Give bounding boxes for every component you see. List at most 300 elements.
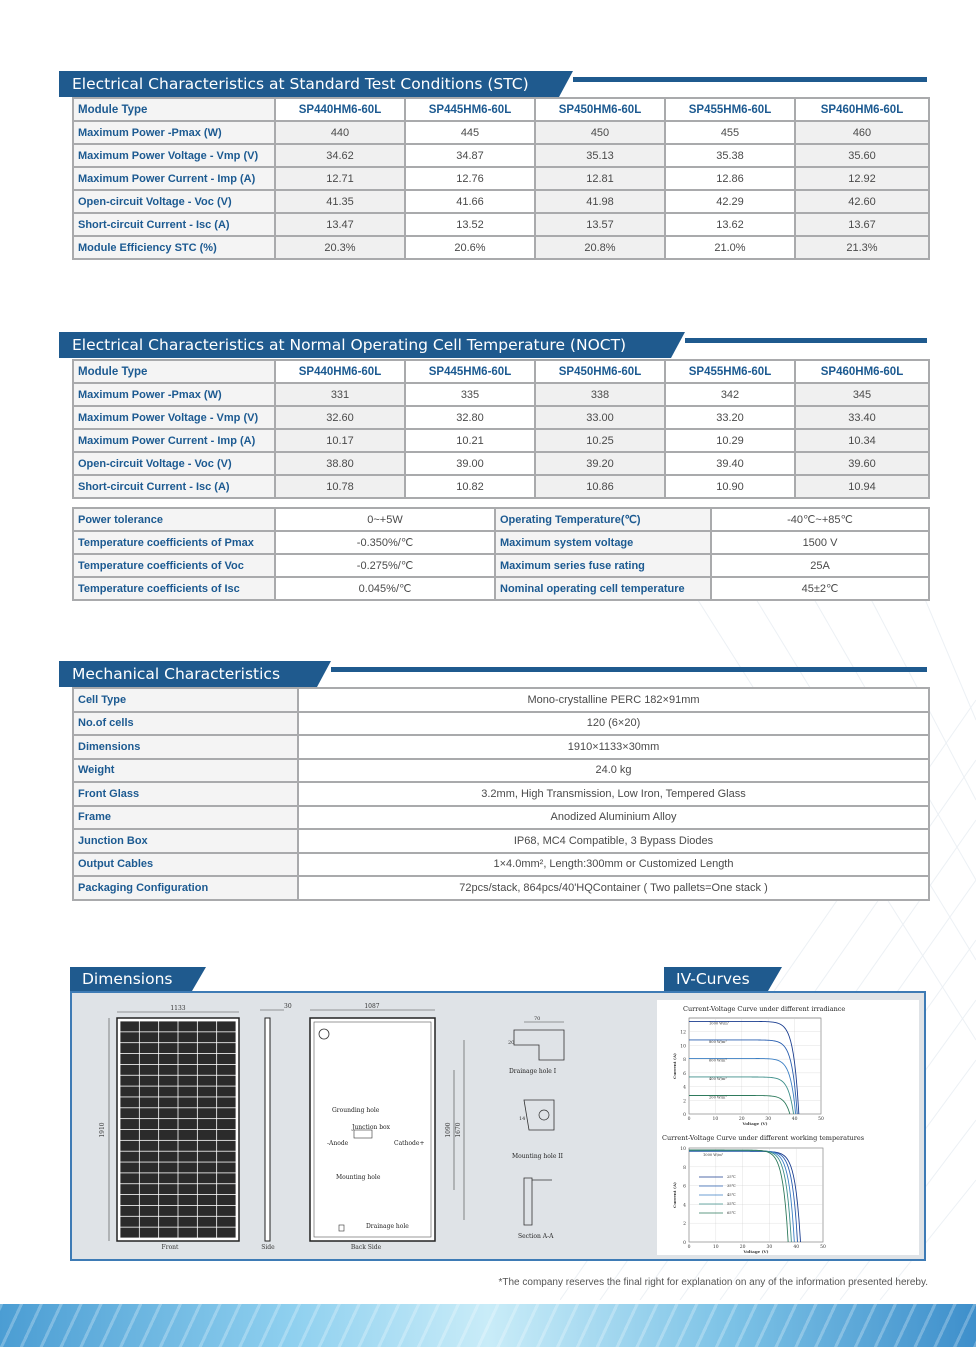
solar-cell xyxy=(217,1032,236,1042)
solar-cell xyxy=(217,1206,236,1216)
x-tick-label: 20 xyxy=(738,1117,745,1122)
solar-cell xyxy=(120,1228,139,1238)
row-label: Dimensions xyxy=(73,735,298,759)
solar-cell xyxy=(217,1076,236,1086)
legend-label: 45℃ xyxy=(727,1193,736,1197)
cell-value: Anodized Aluminium Alloy xyxy=(298,806,929,830)
solar-cell xyxy=(159,1173,178,1183)
header-rule xyxy=(685,338,927,343)
solar-cell xyxy=(198,1097,217,1107)
header-cell: SP460HM6-60L xyxy=(795,98,929,121)
solar-cell xyxy=(198,1087,217,1097)
noct-title: Electrical Characteristics at Normal Operating Cell Temperature (NOCT) xyxy=(59,332,671,358)
stc-title: Electrical Characteristics at Standard Test Conditions (STC) xyxy=(59,71,559,97)
row-label: Maximum Power Current - Imp (A) xyxy=(73,429,275,452)
solar-cell xyxy=(159,1228,178,1238)
table-row xyxy=(73,167,929,190)
solar-cell xyxy=(120,1087,139,1097)
cell-value: 13.47 xyxy=(275,213,405,236)
y-axis-label: Current (A) xyxy=(672,1053,677,1079)
side-label: Side xyxy=(261,1244,275,1251)
row-label: Operating Temperature(℃) xyxy=(495,508,711,531)
footnote: *The company reserves the final right for explanation on any of the information presented hereby. xyxy=(498,1277,928,1288)
cell-value: 35.13 xyxy=(535,144,665,167)
solar-cell xyxy=(178,1206,197,1216)
solar-cell xyxy=(159,1108,178,1118)
cell-value: 10.29 xyxy=(665,429,795,452)
row-label: Frame xyxy=(73,806,298,830)
cell-value: 12.92 xyxy=(795,167,929,190)
x-tick-label: 0 xyxy=(687,1117,691,1122)
solar-cell xyxy=(178,1097,197,1107)
table-row xyxy=(73,735,929,759)
table-row xyxy=(73,121,929,144)
cell-value: 1910×1133×30mm xyxy=(298,735,929,759)
table-header-row xyxy=(73,98,929,121)
header-cell: SP455HM6-60L xyxy=(665,360,795,383)
cell-value: 13.57 xyxy=(535,213,665,236)
solar-cell xyxy=(178,1021,197,1031)
header-cell: Module Type xyxy=(73,98,275,121)
cell-value: 34.62 xyxy=(275,144,405,167)
solar-cell xyxy=(198,1152,217,1162)
cell-value: 10.90 xyxy=(665,475,795,498)
back-view-drawing xyxy=(310,1003,464,1251)
solar-cell xyxy=(217,1043,236,1053)
solar-cell xyxy=(178,1130,197,1140)
table-row xyxy=(73,806,929,830)
solar-cell xyxy=(217,1152,236,1162)
solar-cell xyxy=(120,1032,139,1042)
cell-value: 35.60 xyxy=(795,144,929,167)
row-label: Maximum Power Voltage - Vmp (V) xyxy=(73,406,275,429)
detail1-dim-b: 20 xyxy=(508,1040,515,1046)
solar-cell xyxy=(217,1130,236,1140)
noct-section-header xyxy=(59,332,927,358)
back-width-label: 1087 xyxy=(364,1003,380,1010)
table-row xyxy=(73,383,929,406)
mech-section-header xyxy=(59,661,927,687)
table-row xyxy=(73,759,929,783)
row-label: Junction Box xyxy=(73,829,298,853)
cell-value: 10.34 xyxy=(795,429,929,452)
table-row xyxy=(73,213,929,236)
cell-value: 440 xyxy=(275,121,405,144)
solar-cell xyxy=(140,1097,159,1107)
h1-label: 1090 xyxy=(445,1122,452,1138)
row-label: Front Glass xyxy=(73,782,298,806)
cell-value: 460 xyxy=(795,121,929,144)
cell-value: 13.62 xyxy=(665,213,795,236)
x-axis-label: Voltage (V) xyxy=(742,1121,768,1126)
table-row xyxy=(73,782,929,806)
solar-cell xyxy=(178,1141,197,1151)
cell-value: 13.67 xyxy=(795,213,929,236)
solar-cell xyxy=(217,1087,236,1097)
solar-cell xyxy=(120,1065,139,1075)
table-row xyxy=(73,190,929,213)
row-label: Output Cables xyxy=(73,853,298,877)
table-row xyxy=(73,688,929,712)
solar-cell xyxy=(120,1141,139,1151)
solar-cell xyxy=(159,1021,178,1031)
solar-cell xyxy=(140,1032,159,1042)
solar-cell xyxy=(120,1173,139,1183)
plot-area xyxy=(689,1018,821,1114)
solar-cell xyxy=(198,1162,217,1172)
header-cell: SP460HM6-60L xyxy=(795,360,929,383)
x-tick-label: 50 xyxy=(818,1117,824,1122)
cell-value: 10.86 xyxy=(535,475,665,498)
y-tick-label: 0 xyxy=(683,1241,686,1246)
cell-value: 3.2mm, High Transmission, Low Iron, Tempered Glass xyxy=(298,782,929,806)
cell-value: 25A xyxy=(711,554,929,577)
solar-cell xyxy=(159,1141,178,1151)
solar-cell xyxy=(198,1076,217,1086)
header-cell: Module Type xyxy=(73,360,275,383)
solar-cell xyxy=(178,1065,197,1075)
cell-value: -0.350%/℃ xyxy=(275,531,495,554)
solar-cell xyxy=(217,1228,236,1238)
solar-cell xyxy=(159,1097,178,1107)
table-row xyxy=(73,452,929,475)
legend-label: 55℃ xyxy=(727,1202,736,1206)
solar-cell xyxy=(159,1162,178,1172)
solar-cell xyxy=(120,1206,139,1216)
cell-value: 33.20 xyxy=(665,406,795,429)
y-tick-label: 8 xyxy=(683,1165,686,1171)
cell-value: 12.81 xyxy=(535,167,665,190)
solar-cell xyxy=(140,1130,159,1140)
cell-value: 20.8% xyxy=(535,236,665,259)
cell-value: 10.78 xyxy=(275,475,405,498)
x-tick-label: 40 xyxy=(793,1245,800,1250)
solar-cell xyxy=(198,1141,217,1151)
header-cell: SP445HM6-60L xyxy=(405,360,535,383)
y-tick-label: 10 xyxy=(680,1147,686,1152)
header-rule xyxy=(331,667,927,672)
y-tick-label: 2 xyxy=(683,1099,686,1105)
cell-value: 33.00 xyxy=(535,406,665,429)
cell-value: 345 xyxy=(795,383,929,406)
solar-cell xyxy=(120,1043,139,1053)
legend-label: 65℃ xyxy=(727,1211,736,1215)
solar-cell xyxy=(178,1173,197,1183)
row-label: Temperature coefficients of Isc xyxy=(73,577,275,600)
solar-cell xyxy=(140,1087,159,1097)
x-axis-label: Voltage (V) xyxy=(743,1249,769,1254)
cell-value: IP68, MC4 Compatible, 3 Bypass Diodes xyxy=(298,829,929,853)
h2-label: 1670 xyxy=(455,1122,462,1138)
cell-value: 342 xyxy=(665,383,795,406)
table-header-row xyxy=(73,360,929,383)
row-label: Maximum Power Voltage - Vmp (V) xyxy=(73,144,275,167)
cell-value: 13.52 xyxy=(405,213,535,236)
row-label: Maximum Power -Pmax (W) xyxy=(73,121,275,144)
solar-cell xyxy=(159,1119,178,1129)
detail1-dim-a: 70 xyxy=(534,1016,541,1022)
cell-value: 21.0% xyxy=(665,236,795,259)
solar-cell xyxy=(159,1195,178,1205)
front-label: Front xyxy=(161,1244,179,1251)
cell-value: 12.86 xyxy=(665,167,795,190)
anode-label: -Anode xyxy=(327,1140,349,1147)
solar-cell xyxy=(178,1087,197,1097)
solar-cell xyxy=(198,1021,217,1031)
series-label: 600 W/m² xyxy=(709,1058,727,1063)
solar-cell xyxy=(159,1217,178,1227)
solar-cell xyxy=(120,1152,139,1162)
table-row xyxy=(73,577,929,600)
series-label: 400 W/m² xyxy=(709,1076,727,1081)
solar-cell xyxy=(159,1206,178,1216)
header-cell: SP440HM6-60L xyxy=(275,360,405,383)
x-tick-label: 20 xyxy=(739,1245,746,1250)
chart2-title: Current-Voltage Curve under different working temperatures xyxy=(662,1134,865,1142)
row-label: Packaging Configuration xyxy=(73,876,298,900)
cell-value: 20.6% xyxy=(405,236,535,259)
cell-value: 32.60 xyxy=(275,406,405,429)
legend-label: 35℃ xyxy=(727,1184,736,1188)
cell-value: 34.87 xyxy=(405,144,535,167)
solar-cell xyxy=(217,1108,236,1118)
header-cell: SP445HM6-60L xyxy=(405,98,535,121)
detail2-label: Mounting hole II xyxy=(512,1153,564,1160)
grounding-hole-label: Grounding hole xyxy=(332,1107,380,1114)
row-label: Module Efficiency STC (%) xyxy=(73,236,275,259)
cell-value: 0.045%/℃ xyxy=(275,577,495,600)
cell-value: 0~+5W xyxy=(275,508,495,531)
cell-value: 45±2℃ xyxy=(711,577,929,600)
row-label: Short-circuit Current - Isc (A) xyxy=(73,475,275,498)
solar-cell xyxy=(159,1054,178,1064)
solar-cell xyxy=(140,1054,159,1064)
cell-value: 41.98 xyxy=(535,190,665,213)
x-tick-label: 30 xyxy=(766,1245,773,1250)
solar-cell xyxy=(198,1054,217,1064)
solar-cell xyxy=(159,1076,178,1086)
cell-value: 338 xyxy=(535,383,665,406)
series-label: 1000 W/m² xyxy=(709,1021,730,1026)
row-label: Open-circuit Voltage - Voc (V) xyxy=(73,190,275,213)
cell-value: 20.3% xyxy=(275,236,405,259)
table-row xyxy=(73,508,929,531)
solar-cell xyxy=(198,1108,217,1118)
row-label: Open-circuit Voltage - Voc (V) xyxy=(73,452,275,475)
solar-cell xyxy=(198,1195,217,1205)
solar-cell xyxy=(217,1217,236,1227)
solar-cell xyxy=(140,1228,159,1238)
cell-value: 445 xyxy=(405,121,535,144)
cell-value: 24.0 kg xyxy=(298,759,929,783)
cell-value: 42.29 xyxy=(665,190,795,213)
cell-value: 41.66 xyxy=(405,190,535,213)
bottom-decoration xyxy=(0,1304,976,1347)
solar-cell xyxy=(120,1054,139,1064)
front-view-drawing xyxy=(99,1005,239,1251)
solar-cell xyxy=(159,1152,178,1162)
cell-value: 335 xyxy=(405,383,535,406)
solar-cell xyxy=(120,1108,139,1118)
solar-cell xyxy=(198,1065,217,1075)
table-row xyxy=(73,876,929,900)
y-tick-label: 8 xyxy=(683,1058,686,1064)
mech-table xyxy=(72,687,930,901)
solar-cell xyxy=(178,1217,197,1227)
solar-cell xyxy=(159,1087,178,1097)
cell-value: 331 xyxy=(275,383,405,406)
solar-cell xyxy=(159,1032,178,1042)
solar-cell xyxy=(217,1119,236,1129)
table-row xyxy=(73,406,929,429)
front-width-label: 1133 xyxy=(170,1005,186,1012)
cell-value: 10.25 xyxy=(535,429,665,452)
table-row xyxy=(73,829,929,853)
table-row xyxy=(73,475,929,498)
solar-cell xyxy=(217,1173,236,1183)
solar-cell xyxy=(217,1184,236,1194)
cell-value: 39.00 xyxy=(405,452,535,475)
cell-value: 1500 V xyxy=(711,531,929,554)
row-label: Maximum system voltage xyxy=(495,531,711,554)
cell-value: 35.38 xyxy=(665,144,795,167)
cell-value: 39.40 xyxy=(665,452,795,475)
noct-extra-table xyxy=(72,507,930,601)
solar-cell xyxy=(140,1141,159,1151)
solar-cell xyxy=(198,1206,217,1216)
solar-cell xyxy=(217,1141,236,1151)
side-depth-label: 30 xyxy=(284,1003,292,1010)
cell-value: 120 (6×20) xyxy=(298,712,929,736)
noct-table xyxy=(72,359,930,499)
y-tick-label: 4 xyxy=(683,1203,686,1209)
cell-value: -0.275%/℃ xyxy=(275,554,495,577)
mounting-hole-label: Mounting hole xyxy=(336,1174,381,1181)
solar-cell xyxy=(198,1119,217,1129)
cell-value: 42.60 xyxy=(795,190,929,213)
iv-curves-title: IV-Curves xyxy=(664,967,768,991)
solar-cell xyxy=(120,1097,139,1107)
solar-cell xyxy=(140,1119,159,1129)
solar-cell xyxy=(217,1065,236,1075)
solar-cell xyxy=(159,1065,178,1075)
cell-value: 21.3% xyxy=(795,236,929,259)
stc-section-header xyxy=(59,71,927,97)
solar-cell xyxy=(178,1195,197,1205)
front-height-label: 1910 xyxy=(99,1122,106,1138)
solar-cell xyxy=(120,1184,139,1194)
cell-value: 10.94 xyxy=(795,475,929,498)
x-tick-label: 30 xyxy=(765,1117,772,1122)
header-cell: SP455HM6-60L xyxy=(665,98,795,121)
x-tick-label: 10 xyxy=(712,1245,719,1250)
table-row xyxy=(73,236,929,259)
legend-label: 25℃ xyxy=(727,1175,736,1179)
cell-value: 38.80 xyxy=(275,452,405,475)
solar-cell xyxy=(198,1217,217,1227)
table-row xyxy=(73,554,929,577)
y-tick-label: 10 xyxy=(680,1044,686,1050)
dimensions-drawing xyxy=(84,1000,654,1255)
stc-table xyxy=(72,97,930,260)
solar-cell xyxy=(217,1054,236,1064)
solar-cell xyxy=(217,1097,236,1107)
y-tick-label: 2 xyxy=(683,1222,686,1228)
y-tick-label: 12 xyxy=(680,1030,686,1036)
cell-value: 41.35 xyxy=(275,190,405,213)
solar-cell xyxy=(198,1184,217,1194)
solar-cell xyxy=(120,1076,139,1086)
solar-cell xyxy=(120,1021,139,1031)
row-label: Weight xyxy=(73,759,298,783)
y-tick-label: 6 xyxy=(683,1071,686,1077)
cell-value: 1×4.0mm², Length:300mm or Customized Length xyxy=(298,853,929,877)
cell-value: 10.21 xyxy=(405,429,535,452)
row-label: Power tolerance xyxy=(73,508,275,531)
solar-cell xyxy=(159,1184,178,1194)
solar-cell xyxy=(198,1032,217,1042)
row-label: Maximum Power -Pmax (W) xyxy=(73,383,275,406)
solar-cell xyxy=(140,1162,159,1172)
solar-cell xyxy=(140,1076,159,1086)
y-tick-label: 4 xyxy=(683,1085,686,1091)
cell-value: 33.40 xyxy=(795,406,929,429)
solar-cell xyxy=(120,1119,139,1129)
solar-cell xyxy=(140,1195,159,1205)
cell-value: 12.76 xyxy=(405,167,535,190)
junction-box-label: Junction box xyxy=(352,1124,391,1131)
solar-cell xyxy=(140,1043,159,1053)
solar-cell xyxy=(217,1021,236,1031)
cell-value: -40℃~+85℃ xyxy=(711,508,929,531)
row-label: Maximum Power Current - Imp (A) xyxy=(73,167,275,190)
irradiance-label: 1000 W/m² xyxy=(703,1153,724,1157)
dimensions-title: Dimensions xyxy=(70,967,192,991)
solar-cell xyxy=(140,1184,159,1194)
table-row xyxy=(73,853,929,877)
solar-cell xyxy=(140,1173,159,1183)
header-cell: SP440HM6-60L xyxy=(275,98,405,121)
solar-cell xyxy=(198,1130,217,1140)
row-label: Temperature coefficients of Pmax xyxy=(73,531,275,554)
side-view-drawing xyxy=(260,1003,292,1251)
solar-cell xyxy=(159,1130,178,1140)
iv-curves-charts xyxy=(657,1000,919,1255)
header-cell: SP450HM6-60L xyxy=(535,98,665,121)
cell-value: 455 xyxy=(665,121,795,144)
solar-cell xyxy=(217,1195,236,1205)
solar-cell xyxy=(198,1043,217,1053)
series-label: 800 W/m² xyxy=(709,1039,727,1044)
header-rule xyxy=(573,77,927,82)
solar-cell xyxy=(140,1065,159,1075)
cathode-label: Cathode+ xyxy=(394,1140,425,1147)
x-tick-label: 50 xyxy=(820,1245,826,1250)
solar-cell xyxy=(140,1152,159,1162)
solar-cell xyxy=(120,1162,139,1172)
cell-value: 72pcs/stack, 864pcs/40'HQContainer ( Two pallets=One stack ) xyxy=(298,876,929,900)
cell-value: 39.60 xyxy=(795,452,929,475)
solar-cell xyxy=(178,1228,197,1238)
chart1-title: Current-Voltage Curve under different irradiance xyxy=(683,1005,846,1013)
cell-value: 12.71 xyxy=(275,167,405,190)
x-tick-label: 40 xyxy=(791,1117,798,1122)
section-label: Section A-A xyxy=(518,1233,554,1240)
x-tick-label: 10 xyxy=(712,1117,719,1122)
solar-cell xyxy=(178,1054,197,1064)
cell-value: 450 xyxy=(535,121,665,144)
solar-cell xyxy=(178,1119,197,1129)
